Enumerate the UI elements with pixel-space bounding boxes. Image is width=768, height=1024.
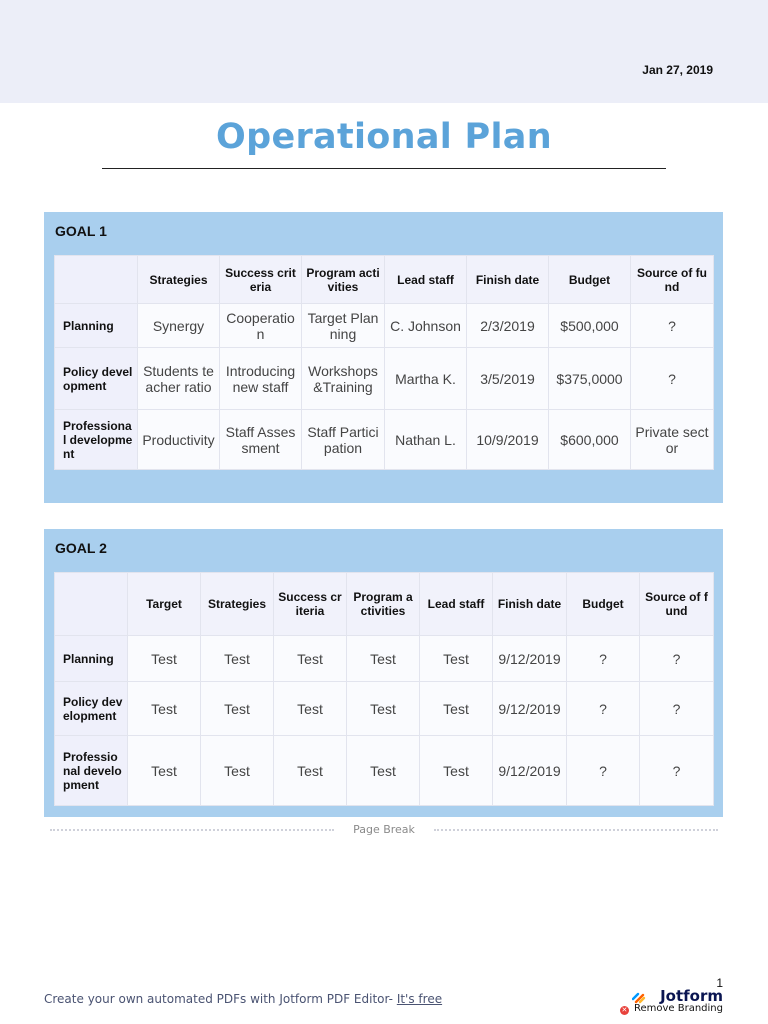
table-cell: $375,0000 [549,348,631,410]
table-cell: 9/12/2019 [493,682,567,736]
table-row [55,682,714,736]
table-cell: Test [347,682,420,736]
table-cell: Target Planning [302,304,385,348]
column-header: Success criteria [220,256,302,304]
remove-branding-label: Remove Branding [633,1003,723,1014]
table-cell: ? [567,736,640,806]
goal-1-section [44,212,723,503]
page-break-line [434,829,718,831]
table-header-row [55,573,714,636]
table-cell: 3/5/2019 [467,348,549,410]
column-header: Strategies [201,573,274,636]
table-cell: ? [640,636,714,682]
column-header: Source of fund [640,573,714,636]
table-cell: C. Johnson [385,304,467,348]
close-icon: ✕ [621,1006,628,1014]
jotform-logo-icon [632,990,646,1004]
page-break [50,823,718,837]
column-header: Budget [567,573,640,636]
table-cell: Test [347,736,420,806]
table-cell: Private sector [631,410,714,470]
table-row [55,348,714,410]
table-cell: Test [420,736,493,806]
column-header: Program activities [302,256,385,304]
goal-2-table [54,572,714,806]
header-band [0,0,768,103]
brand-name: Jotform [660,987,723,1005]
column-header: Program activities [347,573,420,636]
row-header: Professional development [55,736,128,806]
document-date: Jan 27, 2019 [642,63,713,77]
column-header: Finish date [467,256,549,304]
table-cell: Test [201,636,274,682]
table-cell: Test [420,636,493,682]
column-header: Finish date [493,573,567,636]
table-cell: Test [201,682,274,736]
table-cell: ? [631,304,714,348]
row-header: Professional development [55,410,138,470]
table-header-row [55,256,714,304]
table-cell: Test [274,736,347,806]
table-cell: ? [567,636,640,682]
table-cell: ? [567,682,640,736]
table-cell: Test [201,736,274,806]
table-cell: Staff Assessment [220,410,302,470]
its-free-link[interactable]: It's free [396,992,443,1006]
remove-branding-link[interactable] [621,1003,723,1014]
page-break-label: Page Break [353,823,415,836]
row-header: Planning [55,636,128,682]
page-number: 1 [716,976,723,990]
goal-2-section [44,529,723,817]
table-cell: Test [274,636,347,682]
corner-cell [55,256,138,304]
table-cell: 9/12/2019 [493,636,567,682]
table-cell: Workshops &Training [302,348,385,410]
corner-cell [55,573,128,636]
table-cell: Test [128,682,201,736]
table-cell: Test [347,636,420,682]
table-cell: ? [640,736,714,806]
table-cell: Test [420,682,493,736]
row-header: Planning [55,304,138,348]
table-row [55,636,714,682]
table-cell: Test [128,636,201,682]
footer-promo [44,992,442,1006]
table-cell: $500,000 [549,304,631,348]
table-row [55,410,714,470]
column-header: Target [128,573,201,636]
table-cell: $600,000 [549,410,631,470]
table-cell: Introducing new staff [220,348,302,410]
table-cell: Staff Participation [302,410,385,470]
table-row [55,304,714,348]
goal-title: GOAL 2 [55,540,107,556]
column-header: Lead staff [420,573,493,636]
table-cell: Synergy [138,304,220,348]
goal-1-table [54,255,714,470]
row-header: Policy development [55,682,128,736]
table-cell: Martha K. [385,348,467,410]
column-header: Lead staff [385,256,467,304]
table-cell: Nathan L. [385,410,467,470]
column-header: Source of fund [631,256,714,304]
table-cell: ? [640,682,714,736]
table-cell: Productivity [138,410,220,470]
row-header: Policy development [55,348,138,410]
table-cell: Students teacher ratio [138,348,220,410]
table-row [55,736,714,806]
title-divider [102,168,666,169]
table-cell: Test [128,736,201,806]
table-cell: ? [631,348,714,410]
brand-badge[interactable] [623,987,723,1017]
column-header: Strategies [138,256,220,304]
page-title: Operational Plan [216,117,552,157]
table-cell: 9/12/2019 [493,736,567,806]
table-cell: Cooperation [220,304,302,348]
column-header: Success criteria [274,573,347,636]
table-cell: 2/3/2019 [467,304,549,348]
column-header: Budget [549,256,631,304]
table-cell: Test [274,682,347,736]
footer-text: Create your own automated PDFs with Jotform PDF Editor- [44,992,397,1006]
goal-title: GOAL 1 [55,223,107,239]
table-cell: 10/9/2019 [467,410,549,470]
